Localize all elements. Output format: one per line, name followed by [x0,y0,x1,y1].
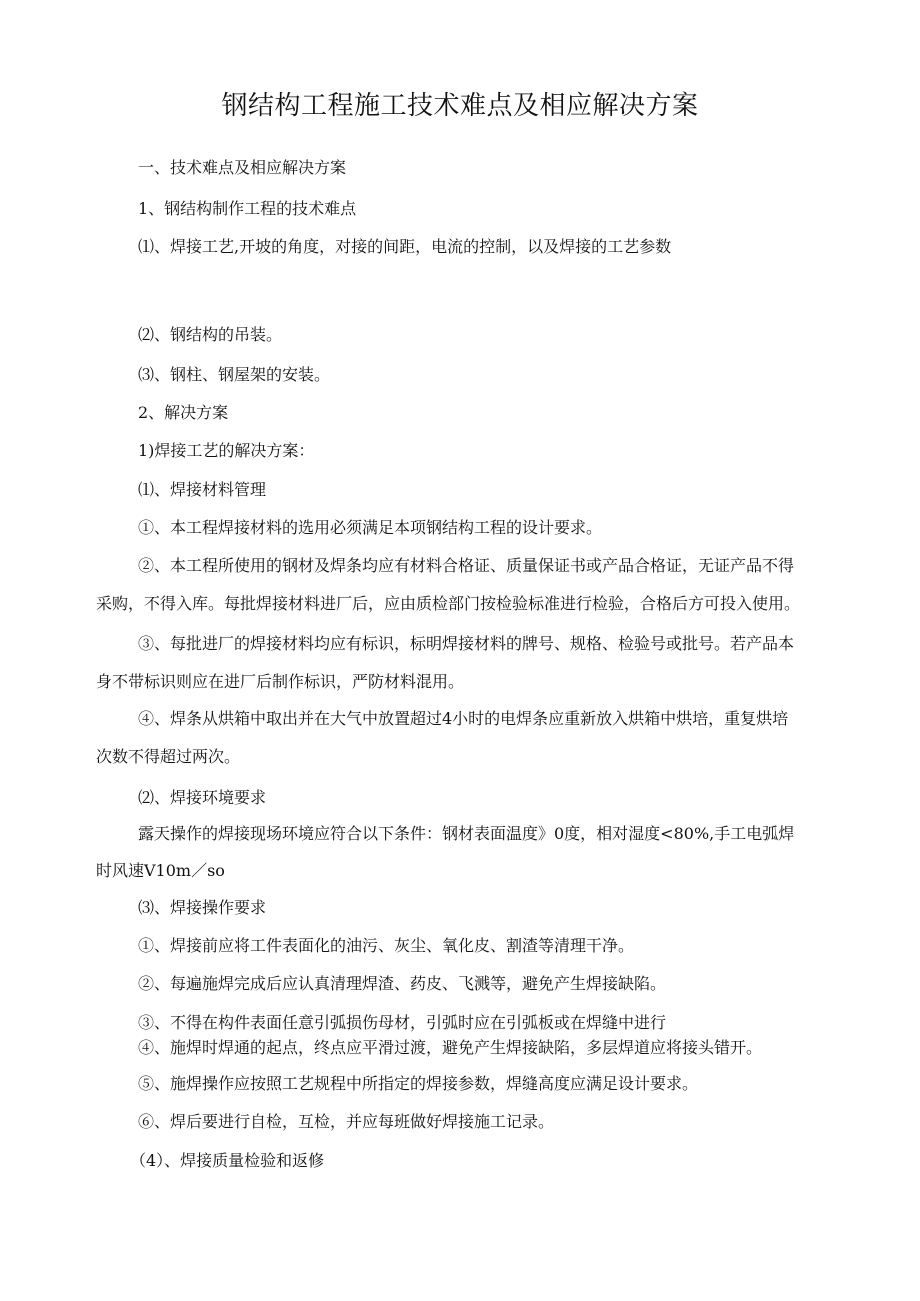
document-title: 钢结构工程施工技术难点及相应解决方案 [221,91,699,121]
subsection-heading-2-1: 1)焊接工艺的解决方案： [138,441,315,460]
welding-heading-3: ⑶、焊接操作要求 [138,898,267,917]
welding-operation-item-3: ③、不得在构件表面任意引弧损伤母材，引弧时应在引弧板或在焊缝中进行 [138,1013,667,1032]
welding-material-item-4-line1: ④、焊条从烘箱中取出并在大气中放置超过4小时的电焊条应重新放入烘箱中烘培，重复烘培 [138,709,789,728]
welding-operation-item-1: ①、焊接前应将工件表面化的油污、灰尘、氧化皮、割渣等清理干净。 [138,936,635,955]
section-heading-2: 2、解决方案 [138,403,229,422]
welding-material-item-2-line2: 采购，不得入库。每批焊接材料进厂后，应由质检部门按检验标准进行检验，合格后方可投入使用。 [96,594,801,613]
difficulty-item-1: ⑴、焊接工艺,开坡的角度，对接的间距，电流的控制，以及焊接的工艺参数 [138,237,672,256]
welding-operation-item-6: ⑥、焊后要进行自检，互检，并应每班做好焊接施工记录。 [138,1112,555,1131]
welding-operation-item-5: ⑤、施焊操作应按照工艺规程中所指定的焊接参数，焊缝高度应满足设计要求。 [138,1074,699,1093]
difficulty-item-2: ⑵、钢结构的吊装。 [138,325,283,344]
welding-environment-line1: 露天操作的焊接现场环境应符合以下条件：钢材表面温度》0度，相对湿度<80%,手工电弧焊 [138,824,795,843]
welding-material-item-3-line2: 身不带标识则应在进厂后制作标识，严防材料混用。 [96,672,465,691]
welding-heading-1: ⑴、焊接材料管理 [138,480,267,499]
welding-heading-4: （4）、焊接质量检验和返修 [130,1151,325,1170]
subsection-heading-1-1: 1、钢结构制作工程的技术难点 [138,199,357,218]
welding-material-item-4-line2: 次数不得超过两次。 [96,747,241,766]
section-heading-1: 一、技术难点及相应解决方案 [138,158,347,177]
difficulty-item-3: ⑶、钢柱、钢屋架的安装。 [138,365,331,384]
welding-material-item-1: ①、本工程焊接材料的选用必须满足本项钢结构工程的设计要求。 [138,518,603,537]
welding-operation-item-2: ②、每遍施焊完成后应认真清理焊渣、药皮、飞溅等，避免产生焊接缺陷。 [138,974,667,993]
welding-material-item-3-line1: ③、每批进厂的焊接材料均应有标识，标明焊接材料的牌号、规格、检验号或批号。若产品本 [138,634,795,653]
welding-material-item-2-line1: ②、本工程所使用的钢材及焊条均应有材料合格证、质量保证书或产品合格证，无证产品不得 [138,556,795,575]
welding-environment-line2: 时风速V10m／so [96,861,225,880]
welding-heading-2: ⑵、焊接环境要求 [138,788,267,807]
welding-operation-item-4: ④、施焊时焊通的起点，终点应平滑过渡，避免产生焊接缺陷，多层焊道应将接头错开。 [138,1038,763,1057]
